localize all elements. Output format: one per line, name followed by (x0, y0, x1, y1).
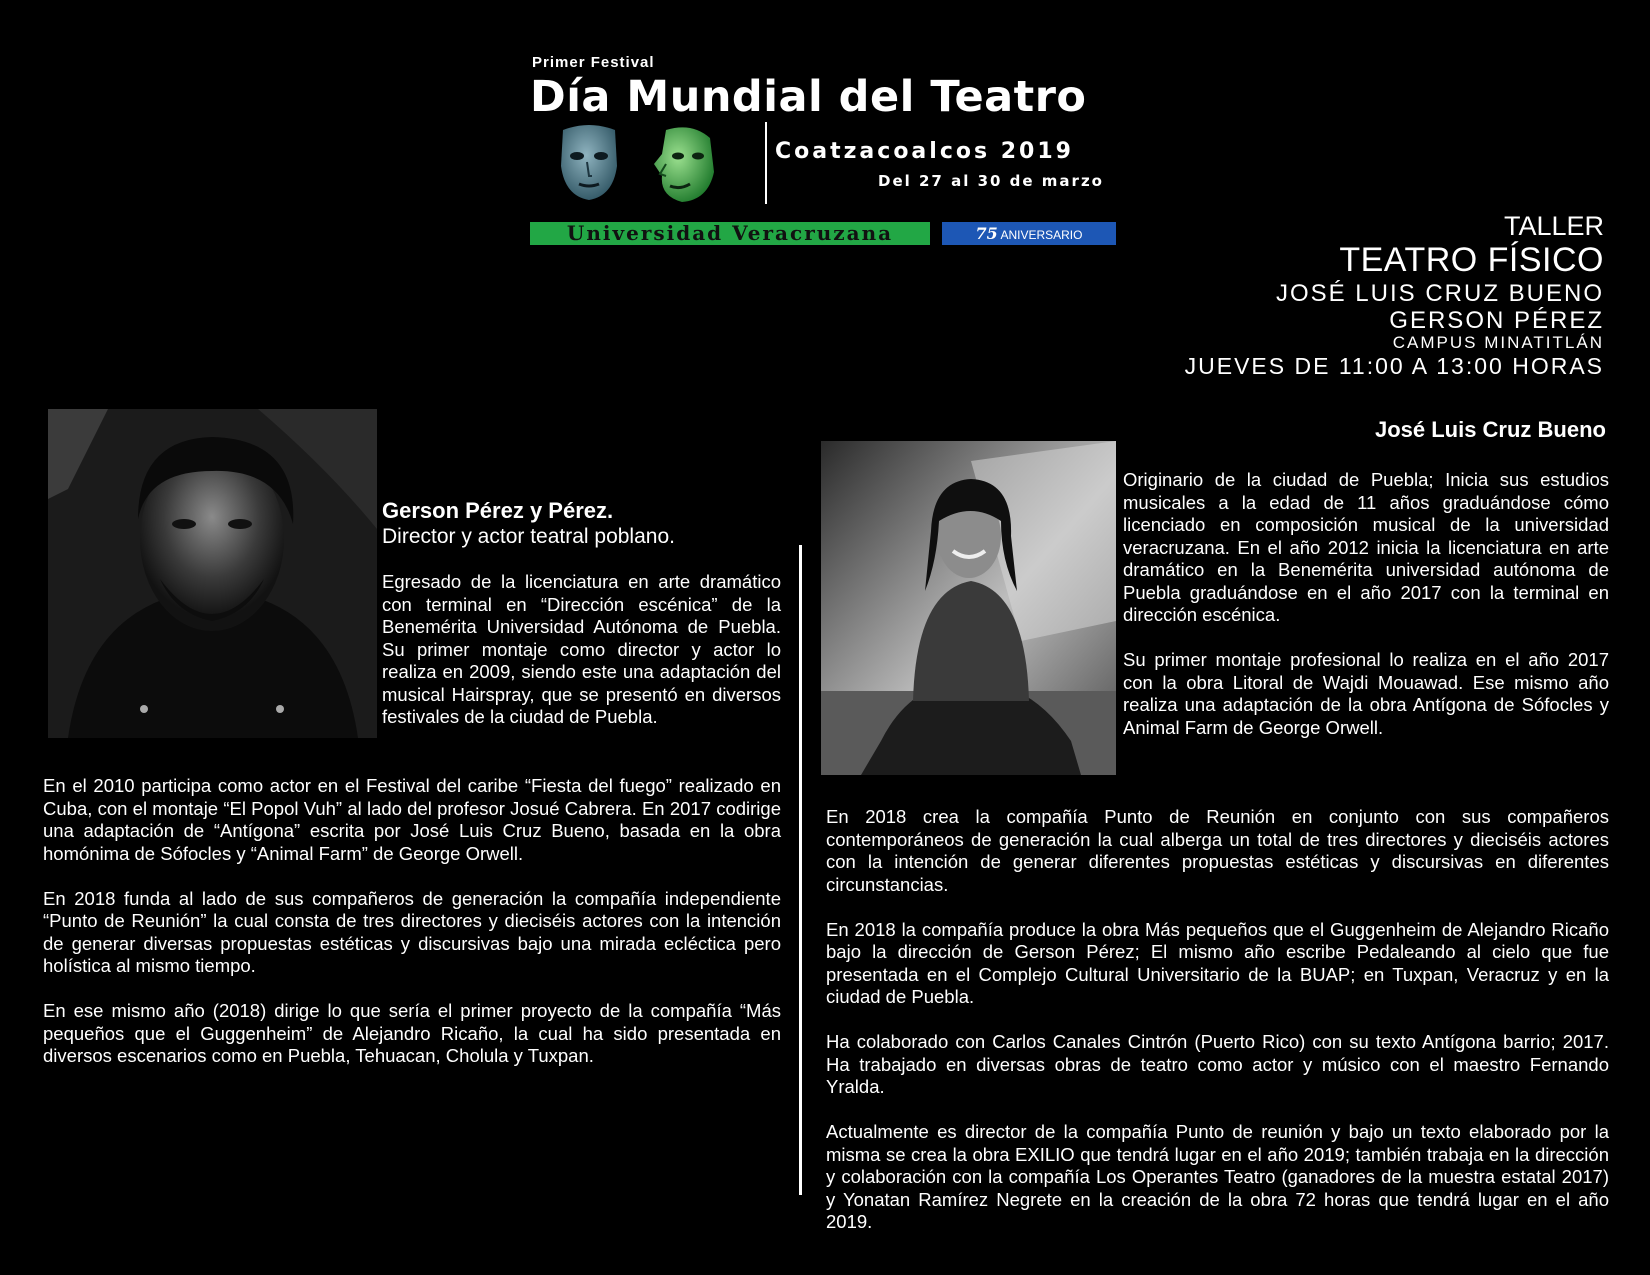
university-banner: Universidad Veracruzana (530, 222, 930, 245)
gerson-subtitle: Director y actor teatral poblano. (382, 525, 675, 548)
workshop-instructor-1: JOSÉ LUIS CRUZ BUENO (1275, 280, 1604, 307)
logo-city: Coatzacoalcos 2019 (775, 139, 1074, 164)
workshop-title: TEATRO FÍSICO (1339, 241, 1604, 279)
gerson-bio-paragraph: En ese mismo año (2018) dirige lo que sería el primer proyecto de la compañía “Más pequeños que el Guggenheim” de Alejandro Ricaño, la cual ha sido presentada en diversos escenarios como en Puebla, Tehuacan, Cholula y Tuxpan. (43, 1000, 781, 1066)
anniversary-number: 75 (975, 224, 998, 243)
logo-divider (765, 122, 767, 204)
jose-bio-paragraph: En 2018 la compañía produce la obra Más pequeños que el Guggenheim de Alejandro Ricaño bajo la dirección de Gerson Pérez; El mismo año escribe Pedaleando al cielo que fue presentada en el Complejo Cultural Universitario de la BUAP; en Tuxpan, Veracruz y en la ciudad de Puebla. (826, 918, 1609, 1007)
gerson-portrait-photo (48, 409, 377, 738)
workshop-instructor-2: GERSON PÉREZ (1389, 307, 1604, 334)
jose-bio-paragraph: En 2018 crea la compañía Punto de Reunión en conjunto con sus compañeros contemporáneos de generación la cual alberga un total de tres directores y dieciséis actores con la intención de generar diferentes propuestas estéticas y discursivas en diferentes circunstancias. (826, 806, 1609, 895)
anniversary-label: ANIVERSARIO (1000, 228, 1083, 242)
jose-intro (1123, 469, 1609, 762)
gerson-intro: Egresado de la licenciatura en arte dramático con terminal en “Dirección escénica” de la Benemérita Universidad Autónoma de Puebla. Su primer montaje como director y actor lo realiza en 2009, siendo este una adaptación del musical Hairspray, que se presentó en diversos festivales de la ciudad de Puebla. (382, 571, 781, 727)
gerson-bio-paragraph: En 2018 funda al lado de sus compañeros de generación la compañía independiente “Punto de Reunión” la cual consta de tres directores y dieciséis actores con la intención de generar diversas propuestas estéticas y discursivas bajo una mirada ecléctica pero holística al mismo tiempo. (43, 887, 781, 976)
gerson-name: Gerson Pérez y Pérez. (382, 498, 614, 523)
jose-intro-paragraph: Su primer montaje profesional lo realiza en el año 2017 con la obra Litoral de Wajdi Mouawad. Ese mismo año realiza una adaptación de la obra Antígona de Sófocles y Animal Farm de George Orwell. (1123, 649, 1609, 738)
anniversary-banner (942, 222, 1116, 245)
jose-bio-paragraph: Ha colaborado con Carlos Canales Cintrón (Puerto Rico) con su texto Antígona barrio; 2017. Ha trabajado en diversas obras de teatro como actor y músico con el maestro Fernando Yralda. (826, 1031, 1609, 1097)
workshop-label: TALLER (1503, 211, 1604, 241)
jose-intro-paragraph: Originario de la ciudad de Puebla; Inicia sus estudios musicales a la edad de 11 años graduándose cómo licenciado en composición musical de la universidad veracruzana. En el año 2012 inicia la licenciatura en arte dramático en la Benemérita universidad autónoma de Puebla graduándose en el año 2017 con la terminal en dirección escénica. (1123, 469, 1609, 625)
jose-bio-paragraph: Actualmente es director de la compañía Punto de reunión y bajo un texto elaborado por la misma se crea la obra EXILIO que tendrá lugar en el año 2019; también trabaja en la dirección y colaboración con la compañía Los Operantes Teatro (ganadores de la muestra estatal 2017) y Yonatan Ramírez Negrete en la creación de la obra 72 horas que tendrá lugar en el año 2019. (826, 1121, 1609, 1232)
jose-bio (826, 806, 1609, 1256)
gerson-bio-paragraph: En el 2010 participa como actor en el Festival del caribe “Fiesta del fuego” realizado en Cuba, con el montaje “El Popol Vuh” al lado del profesor Josué Cabrera. En 2017 codirige una adaptación de “Antígona” escrita por José Luis Cruz Bueno, basada en la obra homónima de Sófocles y “Animal Farm” de George Orwell. (43, 775, 781, 864)
jose-name: José Luis Cruz Bueno (1374, 417, 1606, 442)
workshop-schedule: JUEVES DE 11:00 A 13:00 HORAS (1184, 353, 1604, 379)
logo-subtitle: Primer Festival (532, 54, 655, 71)
jose-portrait-photo (821, 441, 1116, 775)
gerson-bio (43, 775, 781, 1090)
blue-theatre-mask-icon (557, 122, 621, 202)
column-divider (799, 545, 802, 1195)
green-theatre-mask-icon (652, 124, 716, 204)
logo-title: Día Mundial del Teatro (530, 72, 1087, 122)
logo-dates: Del 27 al 30 de marzo (878, 172, 1104, 190)
workshop-campus: CAMPUS MINATITLÁN (1392, 333, 1604, 352)
